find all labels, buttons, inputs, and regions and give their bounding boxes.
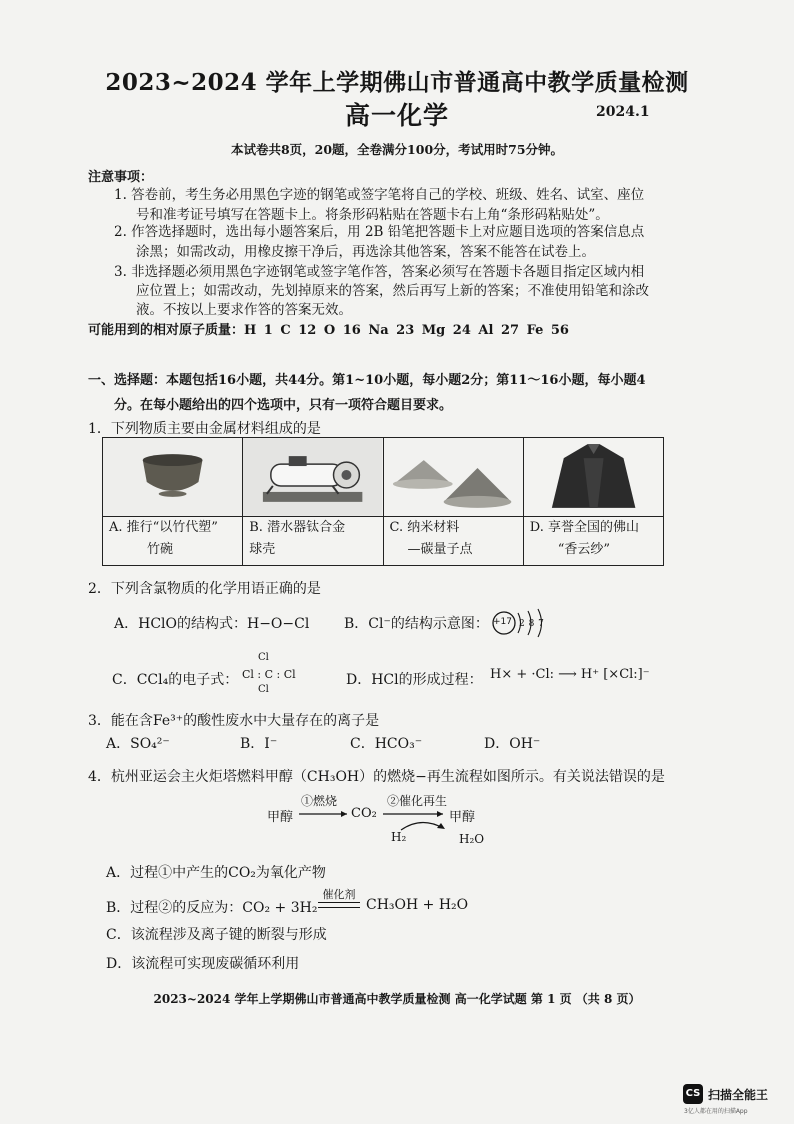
- q4-stem: 4．杭州亚运会主火炬塔燃料甲醇（CH₃OH）的燃烧−再生流程如图所示。有关说法错误的是: [88, 769, 665, 785]
- camscanner-name: 扫描全能王: [708, 1088, 769, 1102]
- notice-item-3-line-3: 液。不按以上要求作答的答案无效。: [136, 302, 352, 318]
- q3-option-b: B．I⁻: [240, 736, 278, 752]
- q3-option-a: A．SO₄²⁻: [106, 736, 170, 752]
- notice-heading: 注意事项：: [88, 170, 154, 185]
- notice-item-2-line-2: 涂黑；如需改动，用橡皮擦干净后，再选涂其他答案，答案不能答在试卷上。: [136, 244, 595, 260]
- diagram-h2: H₂: [391, 830, 407, 844]
- notice-item-1-line-1: 1. 答卷前，考生务必用黑色字迹的钢笔或签字笔将自己的学校、班级、姓名、试室、座位: [114, 187, 645, 203]
- q1-option-a: [103, 517, 243, 566]
- exam-title: 2023~2024 学年上学期佛山市普通高中教学质量检测: [105, 69, 689, 96]
- electron-shells: 2 8 7: [519, 619, 544, 629]
- diagram-methanol-right: 甲醇: [449, 810, 476, 825]
- q1-image-a: [103, 438, 243, 517]
- q1-image-d: [523, 438, 663, 517]
- diagram-h2o: H₂O: [459, 832, 485, 846]
- methanol-cycle-diagram: [265, 792, 505, 852]
- q1-option-a-line-1: A. 推行“以竹代塑”: [109, 520, 218, 535]
- submersible-image: [243, 438, 382, 516]
- diagram-step-1: ①燃烧: [301, 794, 338, 808]
- q1-image-c: [383, 438, 523, 517]
- q1-image-table: [102, 437, 664, 566]
- q3-option-d: D．OH⁻: [484, 736, 541, 752]
- ccl4-bottom-cl: Cl: [258, 684, 269, 695]
- q1-image-b: [243, 438, 383, 517]
- q2-option-a: A．HClO的结构式：H−O−Cl: [114, 616, 310, 632]
- q3-stem: 3．能在含Fe³⁺的酸性废水中大量存在的离子是: [88, 713, 380, 729]
- q1-option-b: [243, 517, 383, 566]
- camscanner-logo-icon: CS: [683, 1084, 703, 1104]
- equilibrium-double-line: [318, 902, 360, 908]
- notice-item-1-line-2: 号和准考证号填写在答题卡上。将条形码粘贴在答题卡右上角“条形码粘贴处”。: [136, 207, 609, 223]
- q2-option-d: D．HCl的形成过程：: [346, 672, 483, 688]
- catalyst-label: 催化剂: [322, 888, 356, 901]
- q1-option-d: [523, 517, 663, 566]
- q4-option-b: B．过程②的反应为：CO₂ + 3H₂: [106, 900, 318, 916]
- q1-stem: 1．下列物质主要由金属材料组成的是: [88, 421, 321, 437]
- q1-option-a-line-2: 竹碗: [147, 542, 174, 557]
- hcl-formation-formula: H× + ·Cl: ⟶ H⁺ [×Cl:]⁻: [490, 667, 650, 682]
- page-footer: 2023~2024 学年上学期佛山市普通高中教学质量检测 高一化学试题 第 1 页 （共 8 页）: [153, 992, 641, 1006]
- q4-option-b-product: CH₃OH + H₂O: [366, 897, 469, 913]
- notice-item-2-line-1: 2. 作答选择题时，选出每小题答案后，用 2B 铅笔把答题卡上对应题目选项的答案信息点: [114, 224, 645, 240]
- q2-stem: 2．下列含氯物质的化学用语正确的是: [88, 581, 321, 597]
- section-1-line-1: 一、选择题：本题包括16小题，共44分。第1~10小题，每小题2分；第11～16小题，每小题4: [88, 373, 646, 388]
- diagram-methanol-left: 甲醇: [267, 810, 294, 825]
- notice-item-3-line-1: 3. 非选择题必须用黑色字迹钢笔或签字笔作答，答案必须写在答题卡各题目指定区域内相: [114, 264, 645, 280]
- ccl4-top-cl: Cl: [258, 652, 269, 663]
- q3-option-c: C．HCO₃⁻: [350, 736, 423, 752]
- xiangyun-silk-image: [524, 438, 663, 516]
- nucleus-charge: +17: [493, 617, 512, 627]
- q1-option-c: [383, 517, 523, 566]
- chloride-ion-structure-diagram: [490, 606, 550, 640]
- exam-date: 2024.1: [596, 104, 650, 120]
- bamboo-bowl-image: [103, 438, 242, 516]
- q4-option-d: D．该流程可实现废碳循环利用: [106, 956, 300, 972]
- q1-option-d-line-1: D. 享誉全国的佛山: [529, 520, 639, 535]
- q4-option-a: A．过程①中产生的CO₂为氧化产物: [106, 865, 326, 881]
- subject-title: 高一化学: [344, 101, 449, 130]
- q2-option-c: C．CCl₄的电子式：: [112, 672, 239, 688]
- diagram-co2: CO₂: [351, 806, 377, 821]
- q4-option-c: C．该流程涉及离子键的断裂与形成: [106, 927, 327, 943]
- carbon-dots-powder-image: [384, 438, 523, 516]
- camscanner-slogan: 3亿人都在用的扫描App: [684, 1108, 748, 1115]
- q1-option-b-line-1: B. 潜水器钛合金: [249, 520, 346, 535]
- q1-option-b-line-2: 球壳: [249, 542, 276, 557]
- section-1-line-2: 分。在每小题给出的四个选项中，只有一项符合题目要求。: [114, 398, 453, 413]
- exam-intro: 本试卷共8页，20题，全卷满分100分，考试用时75分钟。: [230, 142, 564, 157]
- q1-option-d-line-2: “香云纱”: [557, 542, 611, 557]
- notice-item-3-line-2: 应位置上；如需改动，先划掉原来的答案，然后再写上新的答案；不准使用铅笔和涂改: [136, 283, 649, 299]
- ccl4-middle: Cl : C : Cl: [242, 668, 296, 681]
- q1-option-c-line-2: —碳量子点: [407, 542, 473, 557]
- diagram-step-2: ②催化再生: [387, 794, 448, 808]
- q1-option-c-line-1: C. 纳米材料: [389, 520, 460, 535]
- q2-option-b: B．Cl⁻的结构示意图：: [344, 616, 489, 632]
- atomic-masses: 可能用到的相对原子质量：H 1 C 12 O 16 Na 23 Mg 24 Al 27 Fe 56: [88, 323, 569, 338]
